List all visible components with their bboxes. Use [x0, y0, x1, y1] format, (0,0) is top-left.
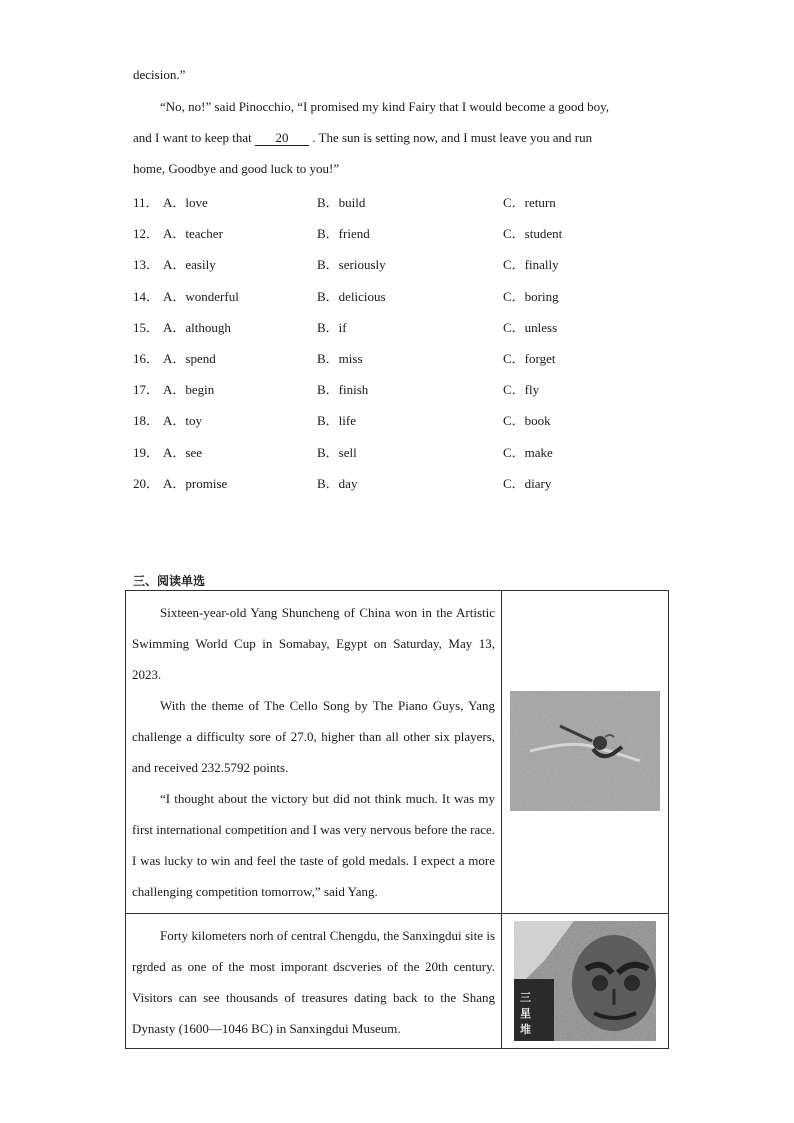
reading-text-2 — [126, 914, 502, 1049]
option-a: A．spend — [163, 351, 216, 366]
question-number: 12． — [133, 226, 160, 242]
option-c: C．unless — [503, 319, 558, 335]
question-number: 13． — [133, 257, 160, 273]
option-a: A．wonderful — [163, 288, 239, 304]
reading-row-1 — [126, 591, 669, 914]
question-row — [133, 379, 693, 397]
option-a: A．begin — [163, 382, 215, 398]
mask-caption-char-2: 星 — [520, 1007, 532, 1020]
question-row — [133, 317, 693, 335]
question-row — [133, 286, 693, 304]
option-c: C．student — [503, 226, 563, 242]
option-b: B．finish — [317, 382, 369, 398]
option-c: C．fly — [503, 382, 540, 398]
option-b: B．sell — [317, 444, 357, 460]
option-c: C．finally — [503, 257, 559, 273]
question-row — [133, 254, 693, 272]
question-row — [133, 442, 693, 460]
question-row — [133, 410, 693, 428]
section-title: 三、阅读单选 — [133, 574, 206, 588]
question-number: 16． — [133, 351, 160, 366]
question-row — [133, 223, 693, 241]
passage-line-3-post: . The sun is setting now, and I must leave you and run — [312, 130, 593, 145]
option-c: C．book — [503, 413, 551, 429]
option-b: B．delicious — [317, 288, 386, 304]
sanxingdui-mask-photo — [514, 921, 656, 1041]
option-c: C．diary — [503, 475, 552, 491]
option-c: C．return — [503, 195, 556, 210]
option-c: C．make — [503, 444, 553, 460]
option-a: A．promise — [163, 475, 228, 491]
option-a: A．easily — [163, 257, 216, 273]
option-a: A．see — [163, 444, 202, 460]
option-b: B．life — [317, 413, 356, 429]
option-b: B．miss — [317, 351, 363, 366]
question-row — [133, 348, 693, 366]
reading-image-cell-1 — [502, 591, 669, 914]
option-b: B．if — [317, 319, 347, 335]
blank-20: 20 — [255, 131, 309, 146]
question-row — [133, 473, 693, 491]
question-number: 20． — [133, 475, 160, 491]
question-number: 19． — [133, 444, 160, 460]
option-a: A．love — [163, 195, 208, 210]
reading-image-cell-2 — [502, 914, 669, 1049]
question-number: 11． — [133, 195, 159, 210]
reading-1-paragraph-2: With the theme of The Cello Song by The Piano Guys, Yang challenge a difficulty sore of 27.0, higher than all other six players, and received 232.5792 points. — [132, 698, 496, 775]
reading-2-paragraph-1: Forty kilometers norh of central Chengdu, the Sanxingdui site is rgrded as one of the most imporant dscveries of the 20th century. Visitors can see thousands of treasures dating back to the Shang Dynasty (1600—1046 BC) in Sanxingdui Museum. — [132, 928, 496, 1036]
question-number: 15． — [133, 319, 160, 335]
passage-line-2: “No, no!” said Pinocchio, “I promised my kind Fairy that I would become a good boy, — [160, 99, 610, 114]
reading-1-paragraph-1: Sixteen-year-old Yang Shuncheng of China won in the Artistic Swimming World Cup in Somabay, Egypt on Saturday, May 13, 2023. — [132, 605, 496, 682]
mask-caption-char-3: 堆 — [520, 1023, 532, 1036]
passage-line-3-pre: and I want to keep that — [133, 130, 256, 145]
question-number: 17． — [133, 382, 160, 398]
question-number: 18． — [133, 413, 160, 429]
option-c: C．boring — [503, 288, 559, 304]
option-b: B．seriously — [317, 257, 386, 273]
option-b: B．build — [317, 195, 366, 210]
question-row — [133, 192, 693, 210]
reading-row-2 — [126, 914, 669, 1049]
reading-text-1 — [126, 591, 502, 914]
option-a: A．teacher — [163, 226, 223, 242]
mask-caption-char-1: 三 — [520, 991, 532, 1004]
passage-line-4: home, Goodbye and good luck to you!” — [133, 161, 340, 176]
option-b: B．friend — [317, 226, 370, 242]
passage-line-3 — [133, 130, 592, 146]
reading-1-paragraph-3: “I thought about the victory but did not think much. It was my first international competition and I was very nervous before the race. I was lucky to win and feel the taste of gold medals. I expect a more challenging competition tomorrow,” said Yang. — [132, 791, 496, 899]
question-number: 14． — [133, 288, 160, 304]
swimmer-photo — [510, 691, 660, 811]
option-a: A．although — [163, 319, 231, 335]
option-c: C．forget — [503, 351, 556, 366]
reading-table — [125, 590, 669, 1049]
passage-line-1: decision.” — [133, 67, 186, 82]
option-b: B．day — [317, 475, 358, 491]
option-a: A．toy — [163, 413, 203, 429]
